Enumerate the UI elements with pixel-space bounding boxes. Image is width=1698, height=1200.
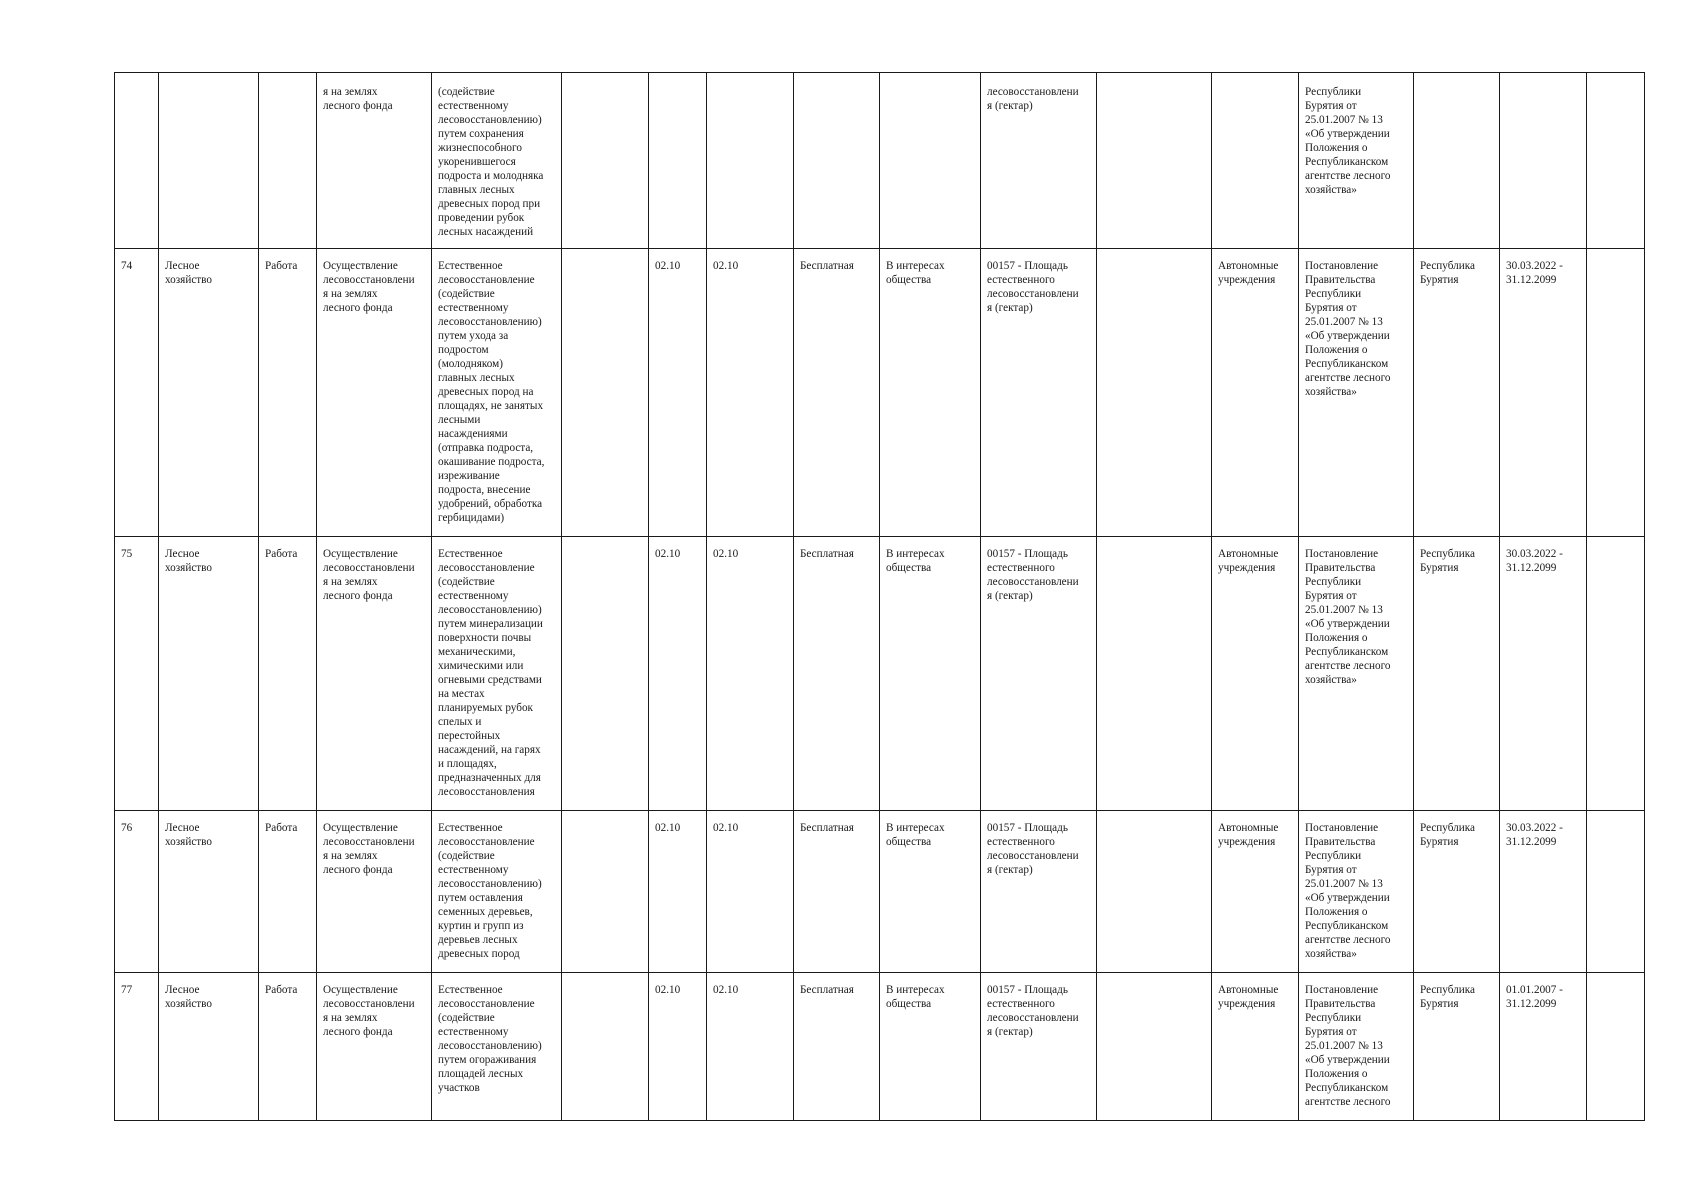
table-row (115, 973, 1645, 1121)
cell-indicator: 00157 - Площадь естественного лесовосстановлени я (гектар) (981, 537, 1097, 811)
cell-okved: 02.10 (707, 249, 794, 537)
cell-number (115, 73, 159, 249)
table-row (115, 537, 1645, 811)
cell-payment (794, 73, 880, 249)
table-row (115, 249, 1645, 537)
cell-okved: 02.10 (707, 973, 794, 1121)
cell-blank (562, 73, 649, 249)
cell-payment: Бесплатная (794, 811, 880, 973)
cell-okved: 02.10 (649, 249, 707, 537)
cell-indicator: 00157 - Площадь естественного лесовосстановлени я (гектар) (981, 249, 1097, 537)
cell-type: Работа (259, 973, 317, 1121)
cell-indicator: лесовосстановлени я (гектар) (981, 73, 1097, 249)
cell-period: 30.03.2022 - 31.12.2099 (1500, 537, 1587, 811)
cell-payment: Бесплатная (794, 973, 880, 1121)
cell-blank (1587, 73, 1645, 249)
cell-blank (562, 973, 649, 1121)
cell-number: 74 (115, 249, 159, 537)
cell-sector: Лесное хозяйство (159, 249, 259, 537)
cell-blank (562, 249, 649, 537)
cell-interest: В интересах общества (880, 973, 981, 1121)
cell-legal-act: Постановление Правительства Республики Бурятия от 25.01.2007 № 13 «Об утверждении Положения о Республиканском агентстве лесного хозяйства» (1299, 249, 1414, 537)
cell-content: Естественное лесовосстановление (содействие естественному лесовосстановлению) путем минерализации поверхности почвы механическими, химическими или огневыми средствами на местах планируемых рубок спелых и перестойных насаждений, на гарях и площадях, предназначенных для лесовосстановления (432, 537, 562, 811)
cell-sector: Лесное хозяйство (159, 973, 259, 1121)
cell-legal-act: Постановление Правительства Республики Бурятия от 25.01.2007 № 13 «Об утверждении Положения о Республиканском агентстве лесного хозяйства» (1299, 537, 1414, 811)
cell-blank (1097, 811, 1212, 973)
cell-number: 75 (115, 537, 159, 811)
cell-institution: Автономные учреждения (1212, 973, 1299, 1121)
cell-blank (1097, 537, 1212, 811)
cell-institution: Автономные учреждения (1212, 249, 1299, 537)
cell-content: Естественное лесовосстановление (содействие естественному лесовосстановлению) путем огораживания площадей лесных участков (432, 973, 562, 1121)
cell-period: 30.03.2022 - 31.12.2099 (1500, 811, 1587, 973)
cell-blank (1587, 973, 1645, 1121)
cell-sector: Лесное хозяйство (159, 537, 259, 811)
cell-period: 01.01.2007 - 31.12.2099 (1500, 973, 1587, 1121)
cell-content: (содействие естественному лесовосстановлению) путем сохранения жизнеспособного укоренившегося подроста и молодняка главных лесных древесных пород при проведении рубок лесных насаждений (432, 73, 562, 249)
cell-region (1414, 73, 1500, 249)
cell-region: Республика Бурятия (1414, 249, 1500, 537)
cell-okved: 02.10 (649, 811, 707, 973)
cell-name: Осуществление лесовосстановлени я на землях лесного фонда (317, 537, 432, 811)
table-row-continued (115, 73, 1645, 249)
cell-name: Осуществление лесовосстановлени я на землях лесного фонда (317, 249, 432, 537)
cell-interest: В интересах общества (880, 537, 981, 811)
cell-type: Работа (259, 811, 317, 973)
cell-institution: Автономные учреждения (1212, 811, 1299, 973)
cell-okved: 02.10 (649, 973, 707, 1121)
cell-payment: Бесплатная (794, 249, 880, 537)
cell-period (1500, 73, 1587, 249)
cell-name: Осуществление лесовосстановлени я на землях лесного фонда (317, 973, 432, 1121)
cell-content: Естественное лесовосстановление (содействие естественному лесовосстановлению) путем ухода за подростом (молодняком) главных лесных древесных пород на площадях, не занятых лесными насаждениями (отправка подроста, окашивание подроста, изреживание подроста, внесение удобрений, обработка гербицидами) (432, 249, 562, 537)
cell-blank (1587, 811, 1645, 973)
cell-interest: В интересах общества (880, 811, 981, 973)
cell-content: Естественное лесовосстановление (содействие естественному лесовосстановлению) путем оставления семенных деревьев, куртин и групп из деревьев лесных древесных пород (432, 811, 562, 973)
cell-type (259, 73, 317, 249)
cell-blank (1097, 73, 1212, 249)
table-row (115, 811, 1645, 973)
cell-interest: В интересах общества (880, 249, 981, 537)
cell-blank (1587, 249, 1645, 537)
cell-region: Республика Бурятия (1414, 537, 1500, 811)
cell-blank (1097, 973, 1212, 1121)
cell-blank (562, 537, 649, 811)
cell-indicator: 00157 - Площадь естественного лесовосстановлени я (гектар) (981, 811, 1097, 973)
cell-interest (880, 73, 981, 249)
cell-institution: Автономные учреждения (1212, 537, 1299, 811)
cell-type: Работа (259, 249, 317, 537)
cell-okved: 02.10 (707, 537, 794, 811)
cell-name: я на землях лесного фонда (317, 73, 432, 249)
cell-institution (1212, 73, 1299, 249)
cell-sector (159, 73, 259, 249)
cell-blank (1097, 249, 1212, 537)
cell-okved: 02.10 (649, 537, 707, 811)
cell-indicator: 00157 - Площадь естественного лесовосстановлени я (гектар) (981, 973, 1097, 1121)
cell-sector: Лесное хозяйство (159, 811, 259, 973)
cell-name: Осуществление лесовосстановлени я на землях лесного фонда (317, 811, 432, 973)
cell-legal-act: Постановление Правительства Республики Бурятия от 25.01.2007 № 13 «Об утверждении Положения о Республиканском агентстве лесного хозяйства» (1299, 811, 1414, 973)
cell-period: 30.03.2022 - 31.12.2099 (1500, 249, 1587, 537)
cell-region: Республика Бурятия (1414, 973, 1500, 1121)
cell-okved (707, 73, 794, 249)
cell-number: 77 (115, 973, 159, 1121)
cell-region: Республика Бурятия (1414, 811, 1500, 973)
cell-legal-act: Республики Бурятия от 25.01.2007 № 13 «Об утверждении Положения о Республиканском агентстве лесного хозяйства» (1299, 73, 1414, 249)
cell-payment: Бесплатная (794, 537, 880, 811)
cell-blank (1587, 537, 1645, 811)
cell-okved: 02.10 (707, 811, 794, 973)
cell-okved (649, 73, 707, 249)
cell-number: 76 (115, 811, 159, 973)
cell-blank (562, 811, 649, 973)
cell-type: Работа (259, 537, 317, 811)
registry-table (114, 72, 1645, 1121)
cell-legal-act: Постановление Правительства Республики Бурятия от 25.01.2007 № 13 «Об утверждении Положения о Республиканском агентстве лесного (1299, 973, 1414, 1121)
